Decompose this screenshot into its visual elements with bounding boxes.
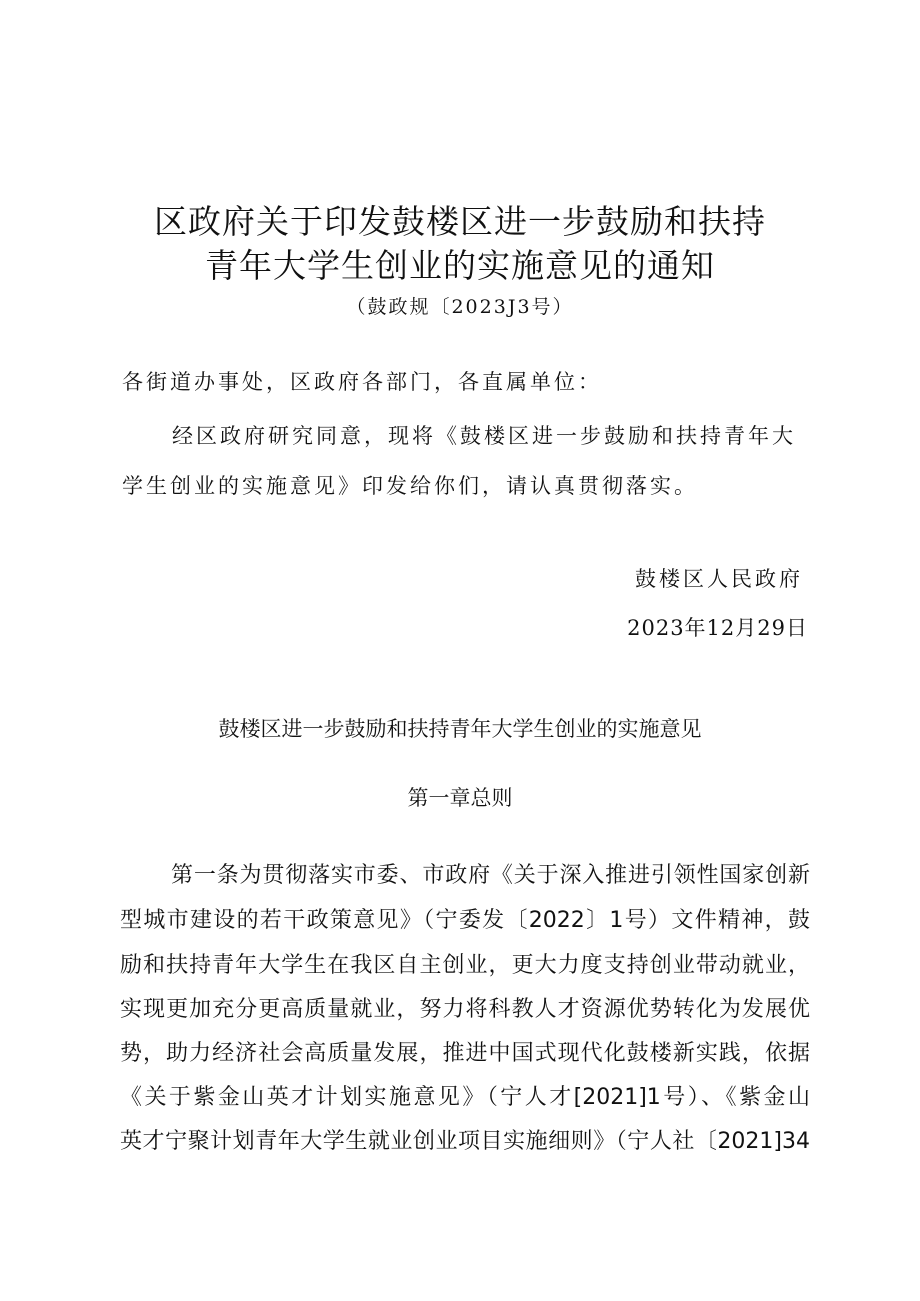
article-1-line: 《关于紫金山英才计划实施意见》（宁人才[2021]1号）、《紫金山 bbox=[120, 1085, 810, 1110]
addressees: 各街道办事处，区政府各部门，各直属单位： bbox=[122, 370, 602, 394]
article-1-line: 励和扶持青年大学生在我区自主创业，更大力度支持创业带动就业， bbox=[120, 953, 810, 978]
article-1-line: 第一条为贯彻落实市委、市政府《关于深入推进引领性国家创新 bbox=[171, 863, 810, 888]
article-1-line: 势，助力经济社会高质量发展，推进中国式现代化鼓楼新实践，依据 bbox=[120, 1041, 810, 1066]
issuing-authority: 鼓楼区人民政府 bbox=[635, 567, 803, 591]
opinion-title: 鼓楼区进一步鼓励和扶持青年大学生创业的实施意见 bbox=[218, 717, 702, 741]
issue-date: 2023年12月29日 bbox=[627, 616, 808, 640]
article-1-line: 英才宁聚计划青年大学生就业创业项目实施细则》（宁人社〔2021]34 bbox=[120, 1129, 810, 1154]
article-1-line: 实现更加充分更高质量就业，努力将科教人才资源优势转化为发展优 bbox=[120, 997, 810, 1022]
document-number: （鼓政规〔2023J3号） bbox=[346, 296, 574, 318]
chapter-heading: 第一章总则 bbox=[407, 786, 513, 810]
notice-title-line-2: 青年大学生创业的实施意见的通知 bbox=[205, 246, 715, 285]
notice-body-line-2: 学生创业的实施意见》印发给你们，请认真贯彻落实。 bbox=[122, 474, 698, 498]
article-1-line: 型城市建设的若干政策意见》（宁委发〔2022〕1号）文件精神，鼓 bbox=[120, 908, 810, 933]
notice-body-line-1: 经区政府研究同意，现将《鼓楼区进一步鼓励和扶持青年大 bbox=[172, 424, 796, 448]
notice-title-line-1: 区政府关于印发鼓楼区进一步鼓励和扶持 bbox=[154, 202, 766, 241]
